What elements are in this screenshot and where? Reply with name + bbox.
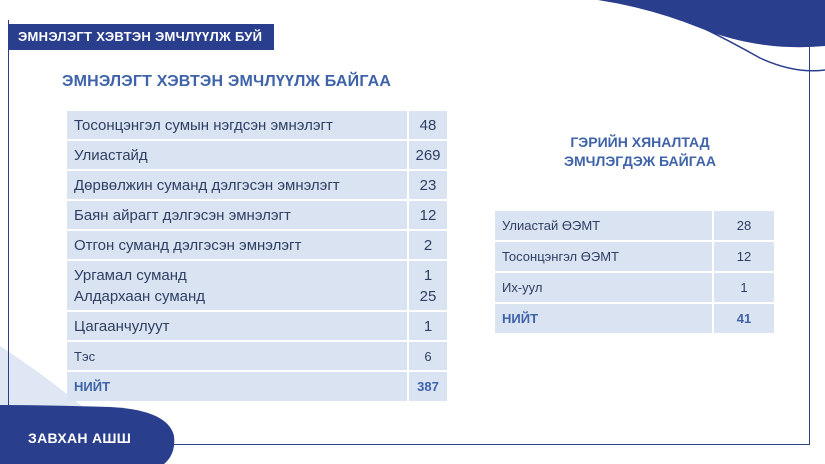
- table-row: [67, 141, 447, 169]
- total-label: НИЙТ: [67, 372, 407, 401]
- row-value: 12: [409, 201, 447, 229]
- row-value-line1: 1: [423, 266, 433, 284]
- table-row: [495, 211, 774, 240]
- total-row: [495, 304, 774, 333]
- table-row: [67, 231, 447, 259]
- row-value-line2: 25: [419, 287, 437, 305]
- table-row: [67, 111, 447, 139]
- row-value: 28: [714, 211, 774, 240]
- table-row: [67, 171, 447, 199]
- row-value: 6: [409, 342, 447, 370]
- row-value: 1: [409, 312, 447, 340]
- row-name: Тосонцэнгэл сумын нэгдсэн эмнэлэгт: [67, 111, 407, 139]
- home-care-heading: [520, 133, 760, 171]
- home-care-heading-line2: ЭМЧЛЭГДЭЖ БАЙГАА: [564, 153, 716, 169]
- total-value: 387: [409, 372, 447, 401]
- table-row: [67, 312, 447, 340]
- row-name: Их-уул: [495, 273, 712, 302]
- table-row: [67, 201, 447, 229]
- table-row: [67, 342, 447, 370]
- hospitalized-table: [65, 109, 449, 403]
- table-row: [495, 273, 774, 302]
- row-name-double: [67, 261, 407, 310]
- row-name: Отгон суманд дэлгэсэн эмнэлэгт: [67, 231, 407, 259]
- row-name: Тэс: [67, 342, 407, 370]
- row-value: 12: [714, 242, 774, 271]
- row-value-double: [409, 261, 447, 310]
- row-name: Дөрвөлжин суманд дэлгэсэн эмнэлэгт: [67, 171, 407, 199]
- row-name-line2: Алдархаан суманд: [74, 287, 206, 305]
- row-name: Цагаанчулуут: [67, 312, 407, 340]
- row-value: 2: [409, 231, 447, 259]
- home-care-heading-line1: ГЭРИЙН ХЯНАЛТАД: [570, 134, 710, 150]
- header-title: ЭМНЭЛЭГТ ХЭВТЭН ЭМЧЛҮҮЛЖ БУЙ: [8, 24, 274, 50]
- hospitalized-heading: ЭМНЭЛЭГТ ХЭВТЭН ЭМЧЛҮҮЛЖ БАЙГАА: [62, 73, 392, 90]
- row-value: 269: [409, 141, 447, 169]
- row-name: Улиастайд: [67, 141, 407, 169]
- row-value: 23: [409, 171, 447, 199]
- row-value: 1: [714, 273, 774, 302]
- row-name: Улиастай ӨЭМТ: [495, 211, 712, 240]
- total-label: НИЙТ: [495, 304, 712, 333]
- home-care-table: [493, 209, 776, 335]
- row-name: Баян айрагт дэлгэсэн эмнэлэгт: [67, 201, 407, 229]
- total-row: [67, 372, 447, 401]
- total-value: 41: [714, 304, 774, 333]
- table-row: [67, 261, 447, 310]
- table-row: [495, 242, 774, 271]
- row-name-line1: Ургамал суманд: [74, 266, 187, 284]
- row-name: Тосонцэнгэл ӨЭМТ: [495, 242, 712, 271]
- footer-label: ЗАВХАН АШШ: [28, 430, 132, 446]
- row-value: 48: [409, 111, 447, 139]
